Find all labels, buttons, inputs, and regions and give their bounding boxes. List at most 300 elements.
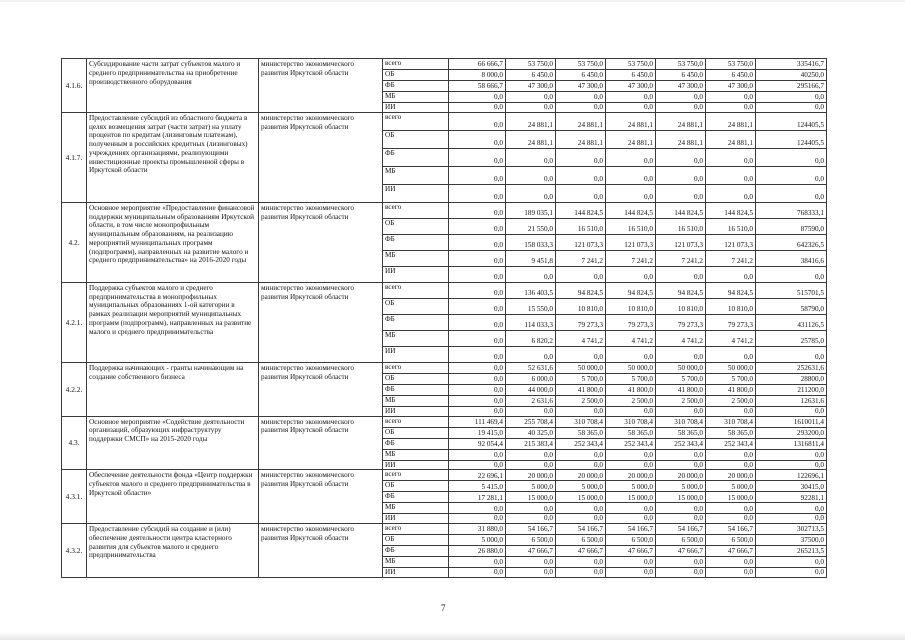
funding-value: 5 000,0 — [706, 481, 756, 492]
funding-value: 9 451,8 — [506, 250, 556, 266]
funding-total: 0,0 — [756, 266, 827, 282]
activity-code: 4.2. — [62, 202, 87, 282]
funding-value: 0,0 — [656, 266, 706, 282]
funding-value: 0,0 — [606, 92, 656, 103]
funding-value: 0,0 — [449, 148, 506, 166]
funding-value: 0,0 — [606, 148, 656, 166]
funding-value: 0,0 — [506, 103, 556, 113]
funding-value: 0,0 — [556, 103, 606, 113]
funding-value: 58 365,0 — [556, 427, 606, 438]
funding-value: 0,0 — [449, 130, 506, 148]
funding-total: 0,0 — [756, 148, 827, 166]
activity-executor: министерство экономического развития Иркутской области — [259, 202, 383, 282]
funding-total: 25785,0 — [756, 330, 827, 346]
funding-value: 24 881,1 — [556, 130, 606, 148]
funding-value: 0,0 — [606, 166, 656, 184]
funding-value: 0,0 — [449, 384, 506, 395]
funding-value: 47 666,7 — [656, 546, 706, 557]
funding-value: 2 500,0 — [556, 395, 606, 406]
funding-total: 122696,1 — [756, 470, 827, 481]
funding-value: 0,0 — [506, 449, 556, 460]
funding-value: 0,0 — [706, 449, 756, 460]
funding-source: всего — [383, 282, 449, 298]
table-row — [62, 59, 827, 70]
funding-value: 0,0 — [556, 514, 606, 524]
funding-total: 1610011,4 — [756, 416, 827, 427]
funding-total: 37500,0 — [756, 535, 827, 546]
funding-value: 0,0 — [449, 330, 506, 346]
funding-value: 0,0 — [506, 148, 556, 166]
funding-value: 6 450,0 — [506, 70, 556, 81]
funding-value: 6 500,0 — [606, 535, 656, 546]
funding-value: 0,0 — [449, 557, 506, 568]
funding-value: 0,0 — [449, 503, 506, 514]
funding-value: 0,0 — [506, 266, 556, 282]
funding-source: всего — [383, 524, 449, 535]
funding-value: 20 000,0 — [656, 470, 706, 481]
funding-value: 310 708,4 — [656, 416, 706, 427]
funding-value: 5 000,0 — [606, 481, 656, 492]
funding-total: 0,0 — [756, 568, 827, 578]
funding-source: ИИ — [383, 103, 449, 113]
funding-value: 0,0 — [606, 514, 656, 524]
funding-value: 41 800,0 — [656, 384, 706, 395]
funding-value: 53 750,0 — [506, 59, 556, 70]
funding-value: 0,0 — [706, 166, 756, 184]
funding-value: 24 881,1 — [506, 130, 556, 148]
funding-value: 111 469,4 — [449, 416, 506, 427]
funding-value: 47 300,0 — [606, 81, 656, 92]
funding-value: 0,0 — [556, 266, 606, 282]
funding-value: 10 810,0 — [706, 298, 756, 314]
funding-source: ИИ — [383, 266, 449, 282]
funding-value: 5 700,0 — [556, 373, 606, 384]
funding-value: 310 708,4 — [706, 416, 756, 427]
funding-value: 20 000,0 — [606, 470, 656, 481]
funding-value: 47 300,0 — [656, 81, 706, 92]
funding-total: 124405,5 — [756, 112, 827, 130]
funding-value: 0,0 — [706, 103, 756, 113]
funding-value: 0,0 — [449, 282, 506, 298]
funding-value: 0,0 — [449, 406, 506, 416]
funding-value: 7 241,2 — [556, 250, 606, 266]
funding-value: 6 450,0 — [606, 70, 656, 81]
funding-value: 0,0 — [706, 148, 756, 166]
funding-value: 121 073,3 — [556, 234, 606, 250]
funding-value: 0,0 — [706, 266, 756, 282]
funding-value: 53 750,0 — [706, 59, 756, 70]
funding-source: всего — [383, 202, 449, 218]
funding-value: 31 880,0 — [449, 524, 506, 535]
funding-value: 0,0 — [606, 406, 656, 416]
funding-value: 50 000,0 — [706, 362, 756, 373]
funding-value: 47 666,7 — [606, 546, 656, 557]
funding-value: 24 881,1 — [656, 130, 706, 148]
funding-value: 255 708,4 — [506, 416, 556, 427]
funding-value: 252 343,4 — [606, 438, 656, 449]
funding-value: 15 000,0 — [706, 492, 756, 503]
funding-value: 41 800,0 — [556, 384, 606, 395]
funding-value: 0,0 — [656, 503, 706, 514]
funding-value: 0,0 — [556, 449, 606, 460]
activity-executor: министерство экономического развития Иркутской области — [259, 282, 383, 362]
funding-value: 0,0 — [506, 92, 556, 103]
funding-source: ОБ — [383, 535, 449, 546]
funding-source: ОБ — [383, 481, 449, 492]
funding-value: 0,0 — [606, 346, 656, 362]
funding-value: 0,0 — [556, 346, 606, 362]
funding-source: ОБ — [383, 373, 449, 384]
funding-value: 0,0 — [449, 184, 506, 202]
funding-value: 0,0 — [706, 514, 756, 524]
funding-value: 15 000,0 — [506, 492, 556, 503]
funding-value: 0,0 — [449, 395, 506, 406]
funding-source: ФБ — [383, 438, 449, 449]
funding-value: 15 550,0 — [506, 298, 556, 314]
funding-value: 0,0 — [506, 184, 556, 202]
funding-value: 54 166,7 — [506, 524, 556, 535]
funding-source: ИИ — [383, 406, 449, 416]
funding-total: 302713,5 — [756, 524, 827, 535]
activity-code: 4.2.2. — [62, 362, 87, 416]
activity-code: 4.3.2. — [62, 524, 87, 578]
funding-value: 0,0 — [606, 449, 656, 460]
funding-value: 58 365,0 — [656, 427, 706, 438]
funding-source: ИИ — [383, 514, 449, 524]
funding-value: 144 824,5 — [556, 202, 606, 218]
funding-value: 252 343,4 — [556, 438, 606, 449]
activity-description: Субсидирование части затрат субъектов малого и среднего предпринимательства на приобретение производственного оборудования — [87, 59, 259, 113]
funding-value: 79 273,3 — [556, 314, 606, 330]
funding-value: 0,0 — [556, 503, 606, 514]
funding-total: 12631,6 — [756, 395, 827, 406]
funding-value: 121 073,3 — [656, 234, 706, 250]
funding-value: 16 510,0 — [606, 218, 656, 234]
budget-table-body — [62, 59, 827, 578]
funding-value: 121 073,3 — [706, 234, 756, 250]
funding-total: 30415,0 — [756, 481, 827, 492]
funding-value: 10 810,0 — [656, 298, 706, 314]
funding-value: 44 000,0 — [506, 384, 556, 395]
activity-code: 4.3. — [62, 416, 87, 470]
funding-value: 94 824,5 — [606, 282, 656, 298]
funding-value: 6 450,0 — [656, 70, 706, 81]
funding-value: 144 824,5 — [606, 202, 656, 218]
funding-value: 24 881,1 — [656, 112, 706, 130]
table-row — [62, 282, 827, 298]
funding-source: МБ — [383, 449, 449, 460]
funding-total: 38416,6 — [756, 250, 827, 266]
funding-value: 92 054,4 — [449, 438, 506, 449]
funding-value: 215 383,4 — [506, 438, 556, 449]
funding-value: 0,0 — [656, 568, 706, 578]
funding-value: 26 880,0 — [449, 546, 506, 557]
funding-source: МБ — [383, 250, 449, 266]
funding-value: 4 741,2 — [706, 330, 756, 346]
funding-value: 0,0 — [656, 460, 706, 470]
funding-value: 47 300,0 — [556, 81, 606, 92]
funding-value: 0,0 — [606, 568, 656, 578]
funding-value: 158 033,3 — [506, 234, 556, 250]
funding-source: ОБ — [383, 427, 449, 438]
funding-total: 0,0 — [756, 406, 827, 416]
funding-total: 252631,6 — [756, 362, 827, 373]
funding-value: 54 166,7 — [606, 524, 656, 535]
funding-value: 0,0 — [449, 234, 506, 250]
funding-value: 24 881,1 — [506, 112, 556, 130]
funding-value: 310 708,4 — [606, 416, 656, 427]
funding-total: 0,0 — [756, 103, 827, 113]
funding-source: всего — [383, 362, 449, 373]
funding-total: 40250,0 — [756, 70, 827, 81]
funding-value: 16 510,0 — [656, 218, 706, 234]
funding-value: 0,0 — [606, 557, 656, 568]
funding-value: 47 666,7 — [506, 546, 556, 557]
funding-value: 5 000,0 — [506, 481, 556, 492]
funding-value: 0,0 — [706, 568, 756, 578]
funding-value: 0,0 — [656, 449, 706, 460]
funding-value: 79 273,3 — [706, 314, 756, 330]
funding-value: 5 000,0 — [656, 481, 706, 492]
funding-value: 10 810,0 — [556, 298, 606, 314]
funding-value: 58 365,0 — [606, 427, 656, 438]
funding-value: 144 824,5 — [656, 202, 706, 218]
scan-edge-top — [0, 0, 905, 2]
funding-value: 6 500,0 — [706, 535, 756, 546]
funding-value: 58 666,7 — [449, 81, 506, 92]
funding-value: 0,0 — [656, 557, 706, 568]
funding-value: 5 000,0 — [556, 481, 606, 492]
funding-value: 6 000,0 — [506, 373, 556, 384]
activity-code: 4.1.7. — [62, 112, 87, 202]
funding-value: 0,0 — [706, 460, 756, 470]
funding-value: 6 500,0 — [656, 535, 706, 546]
funding-total: 28800,0 — [756, 373, 827, 384]
funding-value: 15 000,0 — [656, 492, 706, 503]
funding-value: 79 273,3 — [656, 314, 706, 330]
funding-total: 0,0 — [756, 460, 827, 470]
funding-source: МБ — [383, 92, 449, 103]
funding-value: 19 415,0 — [449, 427, 506, 438]
funding-value: 0,0 — [449, 250, 506, 266]
funding-value: 47 666,7 — [556, 546, 606, 557]
funding-total: 124405,5 — [756, 130, 827, 148]
funding-value: 2 500,0 — [606, 395, 656, 406]
funding-value: 4 741,2 — [556, 330, 606, 346]
funding-value: 0,0 — [656, 346, 706, 362]
funding-value: 0,0 — [556, 92, 606, 103]
funding-source: ФБ — [383, 148, 449, 166]
funding-source: ФБ — [383, 314, 449, 330]
funding-value: 0,0 — [656, 92, 706, 103]
funding-value: 20 000,0 — [506, 470, 556, 481]
funding-value: 0,0 — [506, 460, 556, 470]
funding-value: 0,0 — [706, 184, 756, 202]
funding-value: 5 700,0 — [656, 373, 706, 384]
funding-value: 0,0 — [556, 406, 606, 416]
funding-total: 87590,0 — [756, 218, 827, 234]
table-row — [62, 470, 827, 481]
funding-value: 0,0 — [656, 184, 706, 202]
activity-description: Поддержка начинающих - гранты начинающим на создание собственного бизнеса — [87, 362, 259, 416]
table-row — [62, 112, 827, 130]
funding-value: 0,0 — [656, 148, 706, 166]
funding-value: 0,0 — [449, 514, 506, 524]
funding-source: ИИ — [383, 568, 449, 578]
funding-value: 41 800,0 — [706, 384, 756, 395]
page-number: 7 — [441, 603, 446, 613]
activity-description: Обеспечение деятельности фонда «Центр поддержки субъектов малого и среднего предпринимательства в Иркутской области» — [87, 470, 259, 524]
funding-value: 136 403,5 — [506, 282, 556, 298]
funding-source: МБ — [383, 395, 449, 406]
funding-value: 50 000,0 — [606, 362, 656, 373]
funding-value: 0,0 — [556, 166, 606, 184]
funding-value: 47 666,7 — [706, 546, 756, 557]
funding-total: 0,0 — [756, 514, 827, 524]
activity-description: Поддержка субъектов малого и среднего предпринимательства в монопрофильных муниципальных образованиях 1-ой категории в рамках реализации мероприятий муниципальных программ (подпрограмм), направленных на развитие малого и среднего предпринимательства — [87, 282, 259, 362]
funding-source: ОБ — [383, 298, 449, 314]
funding-value: 52 631,6 — [506, 362, 556, 373]
funding-value: 0,0 — [449, 314, 506, 330]
funding-value: 20 000,0 — [706, 470, 756, 481]
activity-executor: министерство экономического развития Иркутской области — [259, 524, 383, 578]
funding-source: МБ — [383, 503, 449, 514]
funding-value: 0,0 — [706, 557, 756, 568]
funding-value: 0,0 — [606, 503, 656, 514]
funding-value: 24 881,1 — [706, 112, 756, 130]
funding-value: 310 708,4 — [556, 416, 606, 427]
funding-value: 0,0 — [449, 103, 506, 113]
funding-value: 0,0 — [656, 406, 706, 416]
funding-value: 0,0 — [556, 184, 606, 202]
funding-value: 94 824,5 — [656, 282, 706, 298]
funding-source: ИИ — [383, 184, 449, 202]
funding-source: ФБ — [383, 492, 449, 503]
funding-value: 15 000,0 — [556, 492, 606, 503]
funding-value: 53 750,0 — [656, 59, 706, 70]
funding-value: 6 500,0 — [506, 535, 556, 546]
funding-value: 0,0 — [606, 266, 656, 282]
funding-value: 0,0 — [506, 557, 556, 568]
funding-source: ИИ — [383, 346, 449, 362]
activity-executor: министерство экономического развития Иркутской области — [259, 112, 383, 202]
funding-source: МБ — [383, 166, 449, 184]
funding-value: 24 881,1 — [706, 130, 756, 148]
funding-total: 293200,0 — [756, 427, 827, 438]
activity-executor: министерство экономического развития Иркутской области — [259, 416, 383, 470]
funding-value: 0,0 — [449, 362, 506, 373]
funding-value: 0,0 — [449, 460, 506, 470]
funding-value: 15 000,0 — [606, 492, 656, 503]
funding-total: 0,0 — [756, 449, 827, 460]
funding-value: 24 881,1 — [606, 130, 656, 148]
funding-value: 7 241,2 — [706, 250, 756, 266]
funding-total: 0,0 — [756, 166, 827, 184]
activity-description: Основное мероприятие «Предоставление финансовой поддержки муниципальным образованиям Иркутской области, в том числе монопрофильным муниципальным образованиям, на реализацию мероприятий муниципальных программ (подпрограмм), направленных на развитие малого и среднего предпринимательства» на 2016-2020 годы — [87, 202, 259, 282]
funding-value: 4 741,2 — [606, 330, 656, 346]
funding-total: 211200,0 — [756, 384, 827, 395]
funding-value: 22 696,1 — [449, 470, 506, 481]
funding-value: 16 510,0 — [706, 218, 756, 234]
funding-source: всего — [383, 416, 449, 427]
funding-value: 0,0 — [449, 218, 506, 234]
funding-value: 5 000,0 — [449, 535, 506, 546]
funding-value: 58 365,0 — [706, 427, 756, 438]
funding-source: ФБ — [383, 234, 449, 250]
funding-value: 0,0 — [606, 184, 656, 202]
funding-value: 0,0 — [606, 103, 656, 113]
funding-value: 47 300,0 — [706, 81, 756, 92]
funding-total: 265213,5 — [756, 546, 827, 557]
funding-value: 0,0 — [449, 112, 506, 130]
funding-total: 58790,0 — [756, 298, 827, 314]
funding-total: 295166,7 — [756, 81, 827, 92]
funding-value: 0,0 — [656, 166, 706, 184]
document-page — [61, 58, 826, 578]
funding-total: 335416,7 — [756, 59, 827, 70]
funding-value: 94 824,5 — [556, 282, 606, 298]
funding-source: ОБ — [383, 218, 449, 234]
funding-total: 431126,5 — [756, 314, 827, 330]
funding-value: 21 550,0 — [506, 218, 556, 234]
funding-source: ИИ — [383, 460, 449, 470]
funding-total: 515701,5 — [756, 282, 827, 298]
funding-source: ОБ — [383, 130, 449, 148]
funding-source: всего — [383, 470, 449, 481]
funding-value: 0,0 — [449, 92, 506, 103]
funding-value: 7 241,2 — [656, 250, 706, 266]
scan-edge-bottom — [0, 632, 905, 640]
funding-value: 7 241,2 — [606, 250, 656, 266]
table-row — [62, 416, 827, 427]
funding-value: 0,0 — [506, 346, 556, 362]
activity-code: 4.2.1. — [62, 282, 87, 362]
funding-source: всего — [383, 112, 449, 130]
funding-total: 0,0 — [756, 184, 827, 202]
funding-value: 6 450,0 — [706, 70, 756, 81]
funding-value: 54 166,7 — [556, 524, 606, 535]
funding-value: 0,0 — [449, 568, 506, 578]
funding-total: 0,0 — [756, 346, 827, 362]
activity-description: Предоставление субсидий из областного бюджета в целях возмещения затрат (части затрат) на уплату процентов по кредитам (лизинговым платежам), полученным в российских кредитных (лизинговых) учреждениях организациями, реализующими инвестиционные проекты промышленной сферы в Иркутской области — [87, 112, 259, 202]
funding-total: 0,0 — [756, 92, 827, 103]
funding-value: 41 800,0 — [606, 384, 656, 395]
funding-value: 5 700,0 — [706, 373, 756, 384]
table-row — [62, 524, 827, 535]
funding-value: 0,0 — [449, 373, 506, 384]
funding-value: 8 000,0 — [449, 70, 506, 81]
funding-value: 0,0 — [606, 460, 656, 470]
funding-value: 94 824,5 — [706, 282, 756, 298]
funding-value: 252 343,4 — [656, 438, 706, 449]
funding-total: 0,0 — [756, 503, 827, 514]
funding-value: 0,0 — [449, 346, 506, 362]
funding-value: 0,0 — [706, 92, 756, 103]
funding-source: ОБ — [383, 70, 449, 81]
activity-executor: министерство экономического развития Иркутской области — [259, 362, 383, 416]
funding-value: 5 415,0 — [449, 481, 506, 492]
table-row — [62, 202, 827, 218]
funding-total: 1316811,4 — [756, 438, 827, 449]
funding-value: 0,0 — [706, 346, 756, 362]
funding-value: 0,0 — [449, 202, 506, 218]
funding-total: 0,0 — [756, 557, 827, 568]
funding-value: 0,0 — [556, 460, 606, 470]
funding-value: 0,0 — [656, 103, 706, 113]
funding-value: 6 450,0 — [556, 70, 606, 81]
funding-value: 50 000,0 — [556, 362, 606, 373]
funding-value: 24 881,1 — [556, 112, 606, 130]
